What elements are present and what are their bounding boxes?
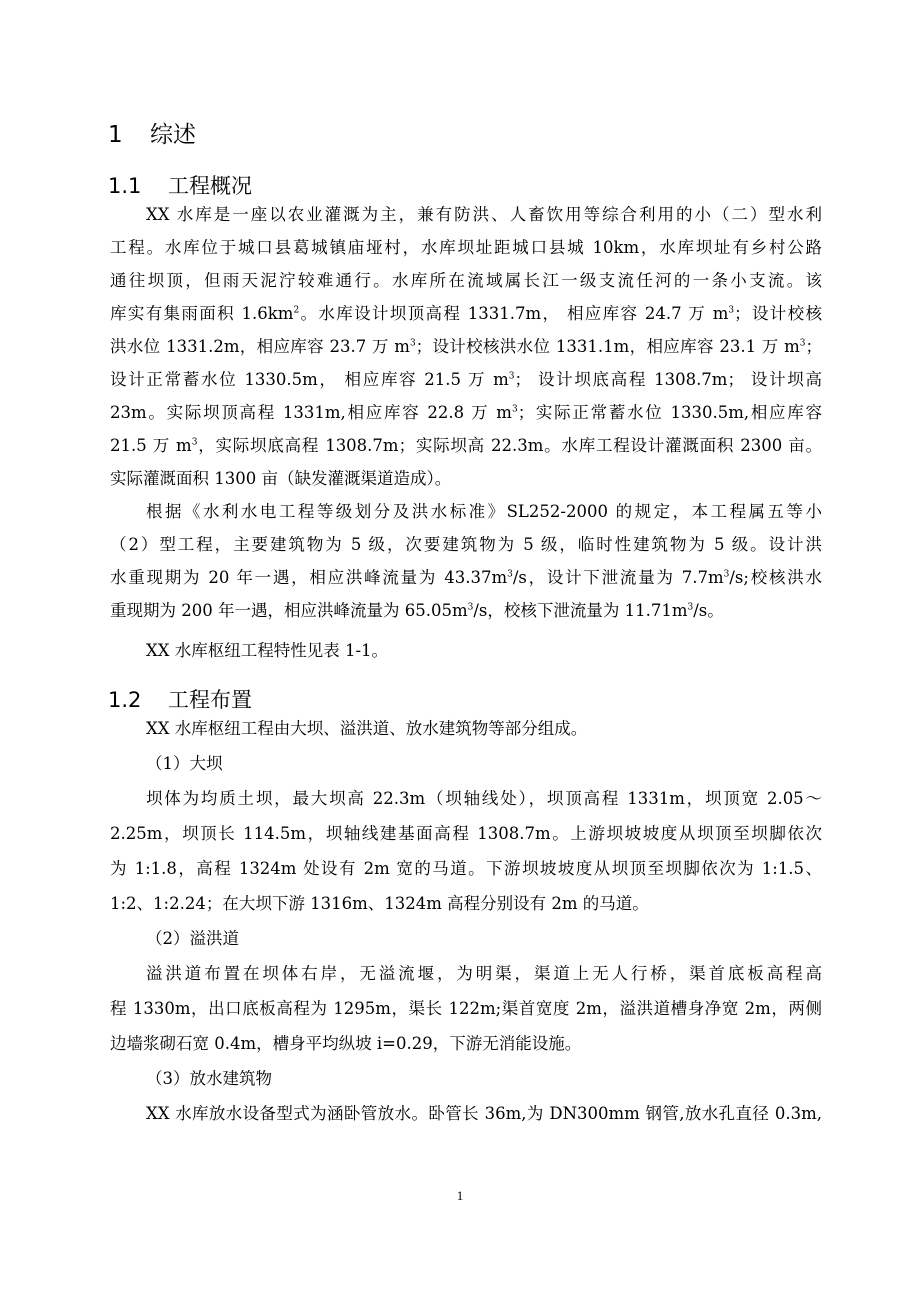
paragraph-line: XX 水库是一座以农业灌溉为主，兼有防洪、人畜饮用等综合利用的小（二）型水利 bbox=[146, 205, 822, 224]
section-title: 工程概况 bbox=[168, 174, 252, 198]
section-number: 1.2 bbox=[108, 688, 142, 712]
paragraph-line: 21.5 万 $m^3$，实际坝底高程 1308.7m；实际坝高 22.3m。水库工程设计灌溉面积 2300 亩。 bbox=[110, 436, 822, 455]
paragraph-line: 实际灌溉面积 1300 亩（缺发灌溉渠道造成）。 bbox=[110, 469, 452, 488]
paragraph-line: 水重现期为 20 年一遇，相应洪峰流量为 $43.37m^3/s$，设计下泄流量为 $7.7m^3/s$;校核洪水 bbox=[110, 568, 822, 587]
subsection-title: （1）大坝 bbox=[146, 754, 223, 773]
paragraph-line: 洪水位 1331.2m，相应库容 23.7 万 $m^3$；设计校核洪水位 1331.1m，相应库容 23.1 万 $m^3$； bbox=[110, 337, 823, 356]
paragraph-line: 23m。实际坝顶高程 1331m,相应库容 22.8 万 $m^3$；实际正常蓄水位 1330.5m,相应库容 bbox=[110, 403, 822, 422]
subsection-title: （2）溢洪道 bbox=[146, 929, 239, 948]
paragraph-line: （2）型工程，主要建筑物为 5 级，次要建筑物为 5 级，临时性建筑物为 5 级。设计洪 bbox=[110, 535, 822, 554]
paragraph-line: XX 水库枢纽工程特性见表 1-1。 bbox=[146, 641, 389, 660]
paragraph-line: 坝体为均质土坝，最大坝高 22.3m（坝轴线处），坝顶高程 1331m，坝顶宽 2.05～ bbox=[146, 789, 822, 808]
chapter-heading bbox=[108, 120, 196, 150]
paragraph-line: 程 1330m，出口底板高程为 1295m，渠长 122m;渠首宽度 2m，溢洪道槽身净宽 2m，两侧 bbox=[110, 999, 822, 1018]
page-number: 1 bbox=[456, 1188, 464, 1203]
paragraph-line: 溢洪道布置在坝体右岸，无溢流堰，为明渠，渠道上无人行桥，渠首底板高程高 bbox=[146, 964, 822, 983]
paragraph-line: 边墙浆砌石宽 0.4m，槽身平均纵坡 i=0.29，下游无消能设施。 bbox=[110, 1034, 582, 1053]
paragraph-line: 通往坝顶，但雨天泥泞较难通行。水库所在流域属长江一级支流任河的一条小支流。该 bbox=[110, 271, 822, 290]
section-heading-1-1 bbox=[108, 172, 252, 200]
paragraph-line: 2.25m，坝顶长 114.5m，坝轴线建基面高程 1308.7m。上游坝坡坡度从坝顶至坝脚依次 bbox=[110, 824, 822, 843]
paragraph-line: 根据《水利水电工程等级划分及洪水标准》SL252-2000 的规定，本工程属五等小 bbox=[146, 502, 822, 521]
paragraph-line: 设计正常蓄水位 1330.5m， 相应库容 21.5 万 $m^3$； 设计坝底高程 1308.7m； 设计坝高 bbox=[110, 370, 822, 389]
section-title: 工程布置 bbox=[168, 688, 252, 712]
paragraph-line: XX 水库放水设备型式为涵卧管放水。卧管长 36m,为 DN300mm 钢管,放水孔直径 0.3m, bbox=[146, 1104, 822, 1123]
paragraph-line: 工程。水库位于城口县葛城镇庙垭村，水库坝址距城口县城 10km，水库坝址有乡村公路 bbox=[110, 238, 822, 257]
chapter-title: 综述 bbox=[150, 122, 196, 148]
paragraph-line: 库实有集雨面积 $1.6km^2$。水库设计坝顶高程 1331.7m， 相应库容 24.7 万 $m^3$；设计校核 bbox=[110, 304, 822, 323]
section-number: 1.1 bbox=[108, 174, 142, 198]
section-heading-1-2 bbox=[108, 686, 252, 714]
paragraph-line: 为 1:1.8，高程 1324m 处设有 2m 宽的马道。下游坝坡坡度从坝顶至坝脚依次为 1:1.5、 bbox=[110, 859, 822, 878]
paragraph-line: 重现期为 200 年一遇，相应洪峰流量为 $65.05m^3/s$，校核下泄流量为 $11.71m^3/s$。 bbox=[110, 601, 724, 620]
paragraph-line: 1:2、1:2.24；在大坝下游 1316m、1324m 高程分别设有 2m 的马道。 bbox=[110, 894, 649, 913]
subsection-title: （3）放水建筑物 bbox=[146, 1069, 272, 1088]
chapter-number: 1 bbox=[108, 122, 123, 148]
paragraph-line: XX 水库枢纽工程由大坝、溢洪道、放水建筑物等部分组成。 bbox=[146, 719, 588, 738]
